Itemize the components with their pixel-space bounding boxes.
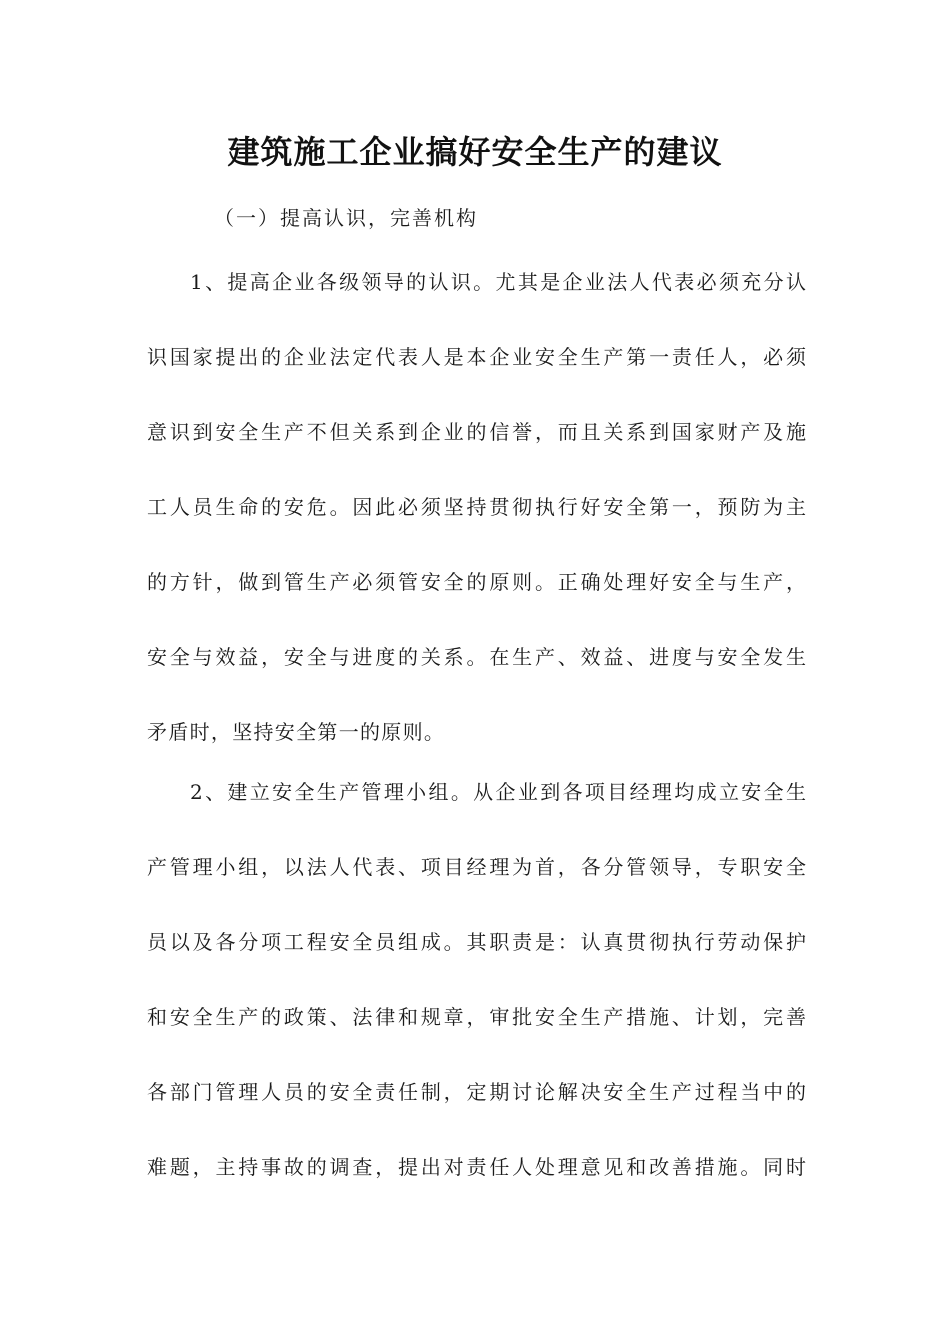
document-title: 建筑施工企业搞好安全生产的建议 [227, 133, 723, 171]
paragraph-line: 员以及各分项工程安全员组成。其职责是：认真贯彻执行劳动保护 [147, 930, 807, 954]
paragraph-line: 的方针，做到管生产必须管安全的原则。正确处理好安全与生产， [147, 570, 807, 594]
paragraph-line: 矛盾时，坚持安全第一的原则。 [147, 720, 446, 744]
section-heading: （一）提高认识，完善机构 [214, 206, 478, 230]
paragraph-line: 难题，主持事故的调查，提出对责任人处理意见和改善措施。同时 [147, 1155, 807, 1179]
paragraph-line: 2、建立安全生产管理小组。从企业到各项目经理均成立安全生 [190, 780, 807, 804]
paragraph-line: 工人员生命的安危。因此必须坚持贯彻执行好安全第一，预防为主 [147, 495, 807, 519]
paragraph-line: 和安全生产的政策、法律和规章，审批安全生产措施、计划，完善 [147, 1005, 807, 1029]
paragraph-line: 产管理小组，以法人代表、项目经理为首，各分管领导，专职安全 [147, 855, 807, 879]
paragraph-line: 安全与效益，安全与进度的关系。在生产、效益、进度与安全发生 [147, 645, 807, 669]
paragraph-line: 1、提高企业各级领导的认识。尤其是企业法人代表必须充分认 [190, 270, 807, 294]
paragraph-line: 各部门管理人员的安全责任制，定期讨论解决安全生产过程当中的 [147, 1080, 807, 1104]
paragraph-line: 识国家提出的企业法定代表人是本企业安全生产第一责任人，必须 [147, 345, 807, 369]
paragraph-line: 意识到安全生产不但关系到企业的信誉，而且关系到国家财产及施 [147, 420, 807, 444]
